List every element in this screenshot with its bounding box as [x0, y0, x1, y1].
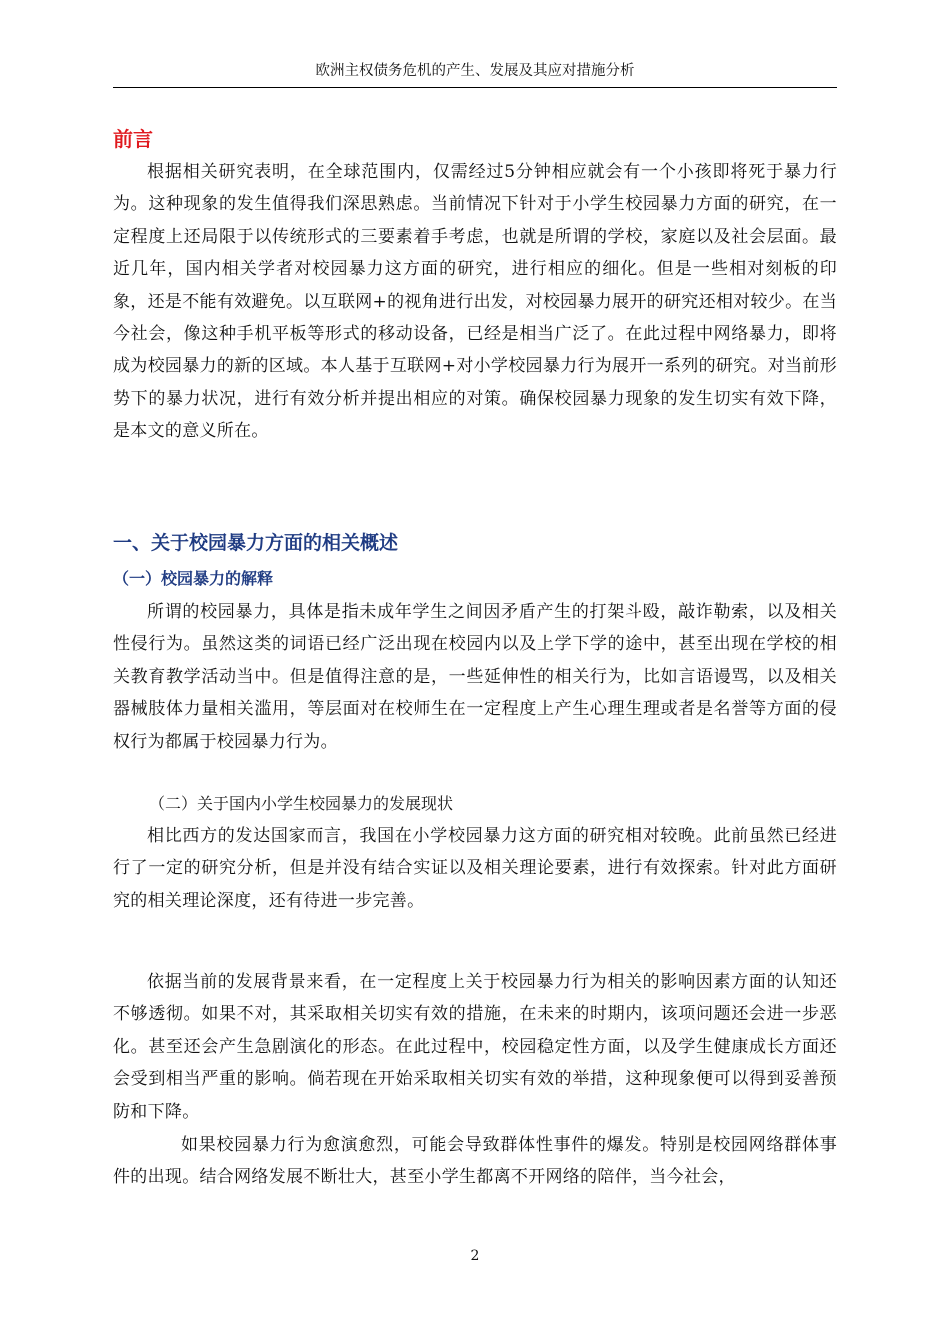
subsection-2-paragraph-2: 依据当前的发展背景来看，在一定程度上关于校园暴力行为相关的影响因素方面的认知还不够透彻。如果不对，其采取相关切实有效的措施，在未来的时期内，该项问题还会进一步恶化。甚至还会产生急剧演化的形态。在此过程中，校园稳定性方面，以及学生健康成长方面还会受到相当严重的影响。倘若现在开始采取相关切实有效的举措，这种现象便可以得到妥善预防和下降。 — [113, 972, 837, 1122]
subsection-2-paragraph-3: 如果校园暴力行为愈演愈烈，可能会导致群体性事件的爆发。特别是校园网络群体事件的出现。结合网络发展不断壮大，甚至小学生都离不开网络的陪伴，当今社会， — [113, 1135, 837, 1188]
subsection-title-1: （一）校园暴力的解释 — [113, 569, 274, 588]
section-title: 一、关于校园暴力方面的相关概述 — [113, 532, 399, 554]
subsection-1-paragraph: 所谓的校园暴力，具体是指未成年学生之间因矛盾产生的打架斗殴，敲诈勒索，以及相关性侵行为。虽然这类的词语已经广泛出现在校园内以及上学下学的途中，甚至出现在学校的相关教育教学活动当中。但是值得注意的是，一些延伸性的相关行为，比如言语谩骂，以及相关器械肢体力量相关滥用，等层面对在校师生在一定程度上产生心理生理或者是名誉等方面的侵权行为都属于校园暴力行为。 — [113, 602, 837, 752]
preface-title: 前言 — [113, 127, 153, 151]
subsection-2-paragraph-1: 相比西方的发达国家而言，我国在小学校园暴力这方面的研究相对较晚。此前虽然已经进行了一定的研究分析，但是并没有结合实证以及相关理论要素，进行有效探索。针对此方面研究的相关理论深度，还有待进一步完善。 — [113, 826, 837, 911]
page-number: 2 — [470, 1248, 480, 1264]
header-title: 欧洲主权债务危机的产生、发展及其应对措施分析 — [315, 63, 635, 79]
subsection-title-2: （二）关于国内小学生校园暴力的发展现状 — [149, 794, 454, 813]
page-header — [113, 60, 837, 88]
preface-paragraph: 根据相关研究表明，在全球范围内，仅需经过5分钟相应就会有一个小孩即将死于暴力行为。这种现象的发生值得我们深思熟虑。当前情况下针对于小学生校园暴力方面的研究，在一定程度上还局限于以传统形式的三要素着手考虑，也就是所谓的学校，家庭以及社会层面。最近几年，国内相关学者对校园暴力这方面的研究，进行相应的细化。但是一些相对刻板的印象，还是不能有效避免。以互联网+的视角进行出发，对校园暴力展开的研究还相对较少。在当今社会，像这种手机平板等形式的移动设备，已经是相当广泛了。在此过程中网络暴力，即将成为校园暴力的新的区域。本人基于互联网+对小学校园暴力行为展开一系列的研究。对当前形势下的暴力状况，进行有效分析并提出相应的对策。确保校园暴力现象的发生切实有效下降，是本文的意义所在。 — [113, 162, 837, 442]
